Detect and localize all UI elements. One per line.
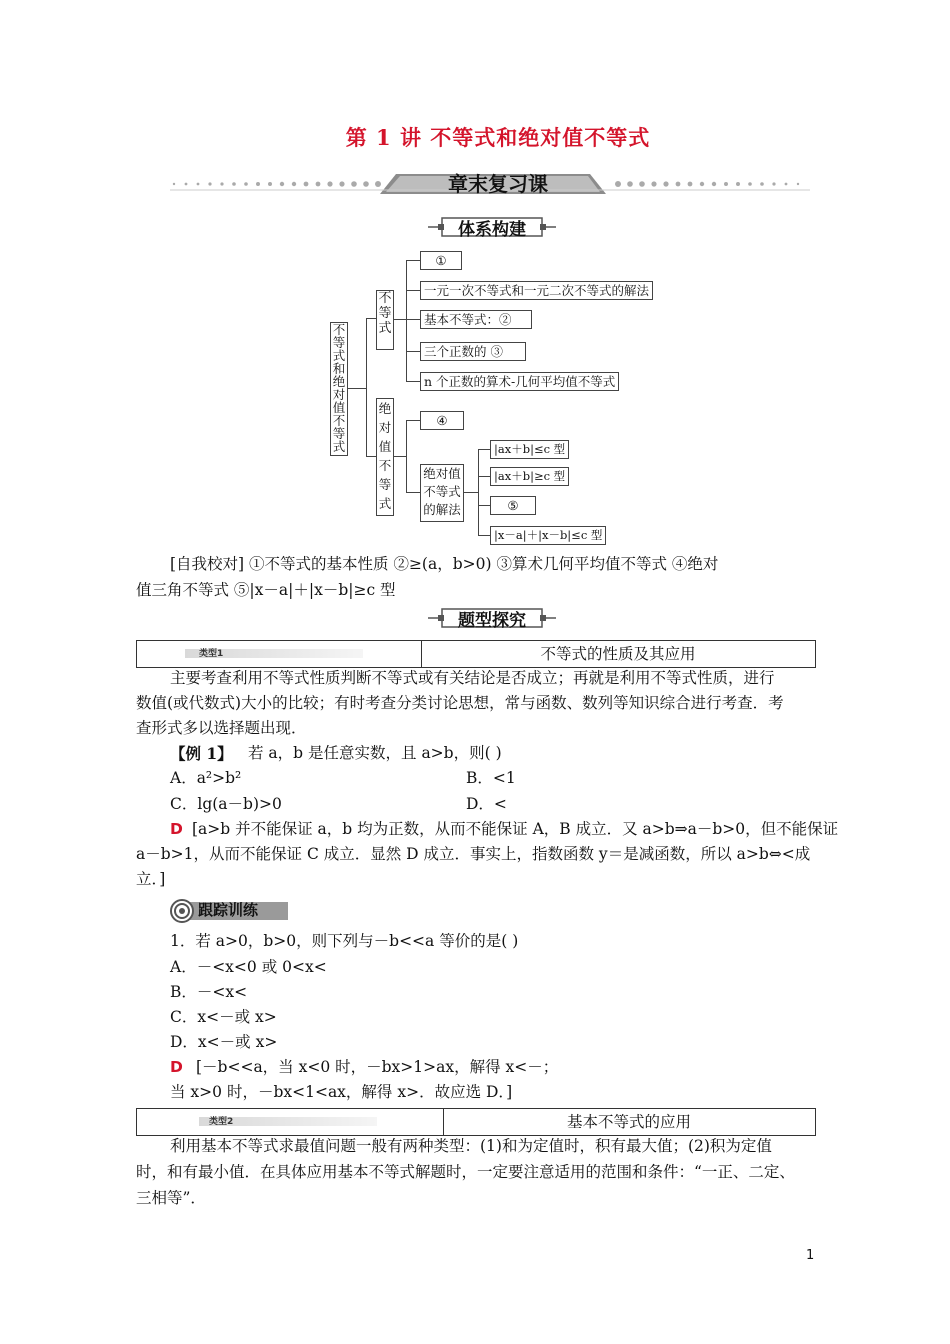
page-title: 第 1 讲 不等式和绝对值不等式 [345, 125, 651, 150]
example-option-d: D．< [466, 795, 507, 813]
tree-branch-inequality: 不等式 [376, 290, 394, 350]
type2-intro-line-3: 三相等”． [136, 1189, 206, 1207]
type2-tag: 类型2 [209, 1117, 234, 1127]
practice-banner: 跟踪训练 [198, 901, 259, 919]
practice-option-d: D．x<－或 x> [170, 1033, 278, 1051]
tree-branch-absolute: 绝对值不等式 [376, 398, 394, 516]
tree-node-5: ⑤ [490, 496, 536, 515]
tree-node-n-positive: n 个正数的算术-几何平均值不等式 [420, 372, 619, 391]
practice-answer-letter: D [170, 1058, 183, 1076]
tree-node-4: ④ [420, 411, 464, 430]
tree-node-1: ① [420, 251, 462, 270]
self-check-line-1: [自我校对] ①不等式的基本性质 ②≥(a，b>0) ③算术几何平均值不等式 ④绝对 [170, 555, 719, 573]
example-option-c: C．lg(a－b)>0 [170, 795, 282, 813]
example-answer-line-1: [a>b 并不能保证 a，b 均为正数，从而不能保证 A，B 成立．又 a>b⇒a－b>0，但不能保证 [192, 820, 839, 838]
chapter-banner: 章末复习课 [448, 172, 548, 196]
tree-node-three-positive: 三个正数的 ③ [420, 342, 526, 361]
type2-intro-line-2: 时，和有最小值．在具体应用基本不等式解题时，一定要注意适用的范围和条件：“一正、二定、 [136, 1163, 795, 1181]
type1-intro-line-2: 数值(或代数式)大小的比较；有时考查分类讨论思想，常与函数、数列等知识综合进行考查．考 [136, 694, 784, 712]
tree-node-abs-le: |ax＋b|≤c 型 [490, 440, 569, 459]
type1-heading: 不等式的性质及其应用 [540, 645, 696, 663]
type2-intro-line-1: 利用基本不等式求最值问题一般有两种类型：(1)和为定值时，积有最大值；(2)积为定值 [170, 1137, 772, 1155]
tree-node-abs-ge: |ax＋b|≥c 型 [490, 467, 569, 486]
practice-option-c: C．x<－或 x> [170, 1008, 277, 1026]
section-banner-structure: 体系构建 [458, 220, 526, 240]
example-option-b: B．<1 [466, 769, 516, 787]
self-check-line-2: 值三角不等式 ⑤|x－a|＋|x－b|≥c 型 [136, 581, 396, 599]
tree-node-solution-methods: 绝对值不等式的解法 [420, 464, 464, 522]
example-option-a: A．a²>b² [170, 769, 242, 787]
practice-question: 1．若 a>0，b>0，则下列与－b<<a 等价的是( ) [170, 932, 519, 950]
tree-node-sum-abs: |x－a|＋|x－b|≤c 型 [490, 526, 606, 545]
section-banner-problem-types: 题型探究 [458, 611, 526, 631]
example-answer-letter: D [170, 820, 183, 838]
type1-header-table [136, 640, 816, 668]
example-question: 若 a，b 是任意实数，且 a>b，则( ) [248, 744, 502, 762]
practice-answer-line-2: 当 x>0 时，－bx<1<ax，解得 x>．故应选 D．] [170, 1083, 513, 1101]
page-number: 1 [806, 1248, 815, 1263]
tree-root: 不等式和绝对值不等式 [330, 322, 348, 456]
type2-header-table [136, 1108, 816, 1136]
practice-option-a: A．－<x<0 或 0<x< [170, 958, 327, 976]
type2-heading: 基本不等式的应用 [566, 1113, 691, 1131]
tree-node-linear-quadratic: 一元一次不等式和一元二次不等式的解法 [420, 281, 653, 300]
type1-tag: 类型1 [199, 649, 224, 659]
practice-option-b: B．－<x< [170, 983, 248, 1001]
example-answer-line-2: a－b>1，从而不能保证 C 成立．显然 D 成立．事实上，指数函数 y＝是减函数，所以 a>b⇔<成 [136, 845, 811, 863]
type1-intro-line-1: 主要考查利用不等式性质判断不等式或有关结论是否成立；再就是利用不等式性质，进行 [170, 669, 775, 687]
tree-node-basic-inequality: 基本不等式：② [420, 310, 532, 329]
type1-intro-line-3: 查形式多以选择题出现． [136, 719, 307, 737]
example-answer-line-3: 立．] [136, 870, 166, 888]
example-label: 【例 1】 [170, 744, 233, 763]
practice-answer-line-1: [－b<<a，当 x<0 时，－bx>1>ax，解得 x<－； [196, 1058, 559, 1076]
